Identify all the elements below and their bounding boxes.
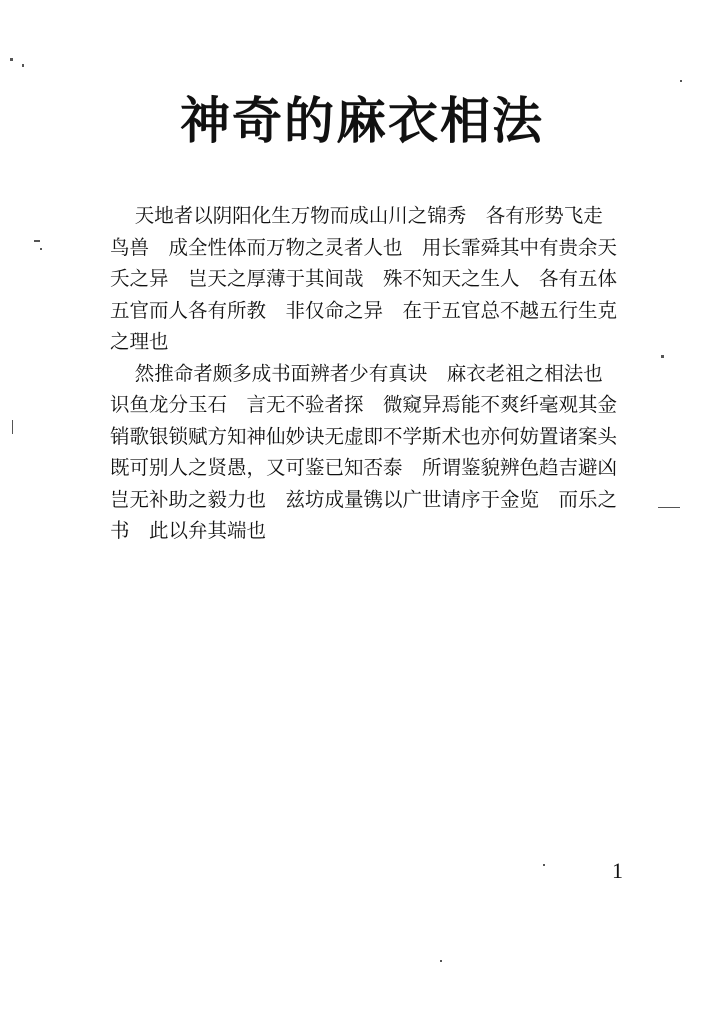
- body-text: [110, 200, 655, 547]
- text-line: 鸟兽 成全性体而万物之灵者人也 用长霏舜其中有贵余天: [110, 235, 618, 259]
- scan-speck: [658, 507, 680, 508]
- scan-speck: [34, 240, 40, 242]
- text-line: 销歌银锁赋方知神仙妙诀无虚即不学斯术也亦何妨置诸案头: [110, 424, 618, 448]
- scan-speck: [543, 864, 545, 866]
- text-line: 夭之异 岂天之厚薄于其间哉 殊不知天之生人 各有五体: [110, 267, 618, 290]
- page-title: 神奇的麻衣相法: [180, 92, 544, 150]
- scan-speck: [661, 355, 664, 358]
- text-line: 天地者以阴阳化生万物而成山川之锦秀 各有形势飞走: [110, 204, 603, 227]
- page-number: 1: [612, 858, 623, 883]
- scan-speck: [22, 64, 24, 67]
- scan-speck: [12, 420, 13, 434]
- scan-speck: [680, 80, 682, 82]
- text-line: 之理也: [110, 330, 169, 353]
- text-line: 书 此以弁其端也: [110, 519, 267, 542]
- text-line: 然推命者颇多成书面辨者少有真诀 麻衣老祖之相法也: [110, 361, 603, 385]
- text-line: 岂无补助之毅力也 兹坊成量镌以广世请序于金览 而乐之: [110, 487, 618, 511]
- text-line: 识鱼龙分玉石 言无不验者探 微窥异焉能不爽纤毫观其金: [110, 393, 618, 416]
- text-line: 既可别人之贤愚，又可鉴已知否泰 所谓鉴貌辨色趋吉避凶: [110, 456, 618, 479]
- text-line: 五官而人各有所教 非仅命之异 在于五官总不越五行生克: [110, 298, 618, 322]
- scan-speck: [40, 248, 42, 250]
- scan-speck: [440, 960, 442, 962]
- scan-speck: [10, 58, 13, 61]
